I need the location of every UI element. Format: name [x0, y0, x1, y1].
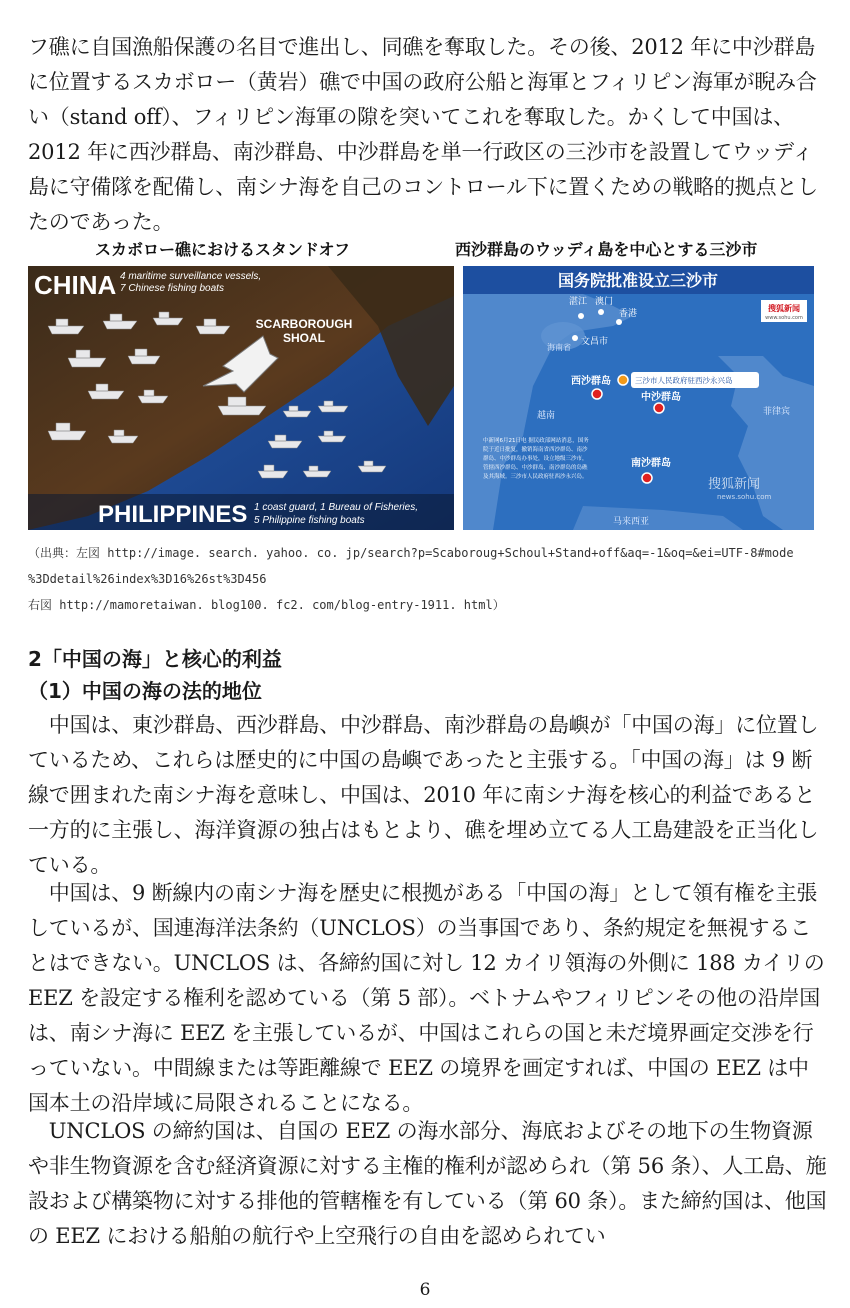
- section-heading: 2「中国の海」と核心的利益: [28, 647, 282, 671]
- news-text-block: [483, 436, 589, 480]
- city-marker: [572, 335, 578, 341]
- zhongsha-label: 中沙群岛: [641, 392, 681, 403]
- svg-text:及其海域。三沙市人民政府驻西沙永兴岛。: 及其海域。三沙市人民政府驻西沙永兴岛。: [483, 474, 588, 480]
- scarborough-standoff-graphic: [28, 266, 454, 530]
- place-hainan: 海南省: [547, 343, 571, 352]
- page-number: 6: [419, 1280, 431, 1300]
- sansha-map-graphic: [463, 266, 814, 530]
- sansha-city-map-image: [463, 266, 814, 530]
- svg-text:管辖西沙群岛、中沙群岛、南沙群岛的岛礁: 管辖西沙群岛、中沙群岛、南沙群岛的岛礁: [483, 465, 588, 471]
- intro-paragraph: フ礁に自国漁船保護の名目で進出し、同礁を奪取した。その後、2012 年に中沙群島に位置するスカボロー（黄岩）礁で中国の政府公船と海軍とフィリピン海軍が睨み合い（stand off）、フィリピン海軍の隙を突いてこれを奪取した。かくして中国は、2012 年に西沙群島、南沙群島、中沙群島を単一行政区の三沙市を設置してウッディ島に守備隊を配備し、南シナ海を自己のコントロール下に置くための戦略的拠点としたのであった。: [28, 35, 818, 234]
- philippines-label: PHILIPPINES: [98, 501, 248, 528]
- china-note-1: 4 maritime surveillance vessels,: [120, 271, 262, 282]
- sohu-badge-url: www.sohu.com: [765, 315, 803, 321]
- figure-right-caption: 西沙群島のウッディ島を中心とする三沙市: [455, 240, 758, 259]
- philippines-note-2: 5 Philippine fishing boats: [254, 515, 365, 526]
- china-label: CHINA: [34, 270, 117, 300]
- body-paragraph-2: 中国は、9 断線内の南シナ海を歴史に根拠がある「中国の海」として領有権を主張しているが、国連海洋法条約（UNCLOS）の当事国であり、条約規定を無視することはできない。UNCLOS は、各締約国に対し 12 カイリ領海の外側に 188 カイリの EEZ を設定する権利を認めている（第 5 部）。ベトナムやフィリピンその他の沿岸国は、南シナ海に EEZ を主張しているが、中国はこれらの国と未だ境界画定交渉を行っていない。中間線または等距離線で EEZ の境界を画定すれば、中国の EEZ は中国本土の沿岸域に局限されることになる。: [28, 881, 825, 1115]
- city-marker: [578, 313, 584, 319]
- svg-text:中新网6月21日电 据民政部网站消息，国务: 中新网6月21日电 据民政部网站消息，国务: [483, 438, 589, 444]
- body-paragraph-3: UNCLOS の締約国は、自国の EEZ の海水部分、海底およびその地下の生物資源や非生物資源を含む経済資源に対する主権的権利が認められ（第 56 条）、人工島、施設および構築物に対する排他的管轄権を有している（第 60 条）。また締約国は、他国の EEZ における船舶の航行や上空飛行の自由を認められてい: [28, 1119, 827, 1248]
- city-label-zhanjiang: 湛江: [569, 297, 588, 307]
- city-label-wenchang: 文昌市: [581, 337, 609, 347]
- nansha-marker: [642, 473, 652, 483]
- sansha-callout: 三沙市人民政府驻西沙永兴岛: [635, 376, 733, 385]
- china-note-2: 7 Chinese fishing boats: [120, 283, 224, 294]
- city-label-macau: 澳门: [595, 297, 614, 307]
- place-vietnam: 越南: [537, 411, 556, 421]
- subsection-heading: （1）中国の海の法的地位: [28, 679, 262, 703]
- philippines-note-1: 1 coast guard, 1 Bureau of Fisheries,: [254, 502, 418, 513]
- shoal-label-2: SHOAL: [283, 331, 325, 345]
- watermark-text: 搜狐新闻: [708, 477, 761, 492]
- city-marker: [616, 319, 622, 325]
- city-label-hongkong: 香港: [619, 309, 638, 319]
- scarborough-standoff-image: [28, 266, 454, 530]
- body-paragraph-1: 中国は、東沙群島、西沙群島、中沙群島、南沙群島の島嶼が「中国の海」に位置しているため、これらは歴史的に中国の島嶼であったと主張する。「中国の海」は 9 断線で囲まれた南シナ海を意味し、中国は、2010 年に南シナ海を核心的利益であると一方的に主張し、海洋資源の独占はもとより、礁を埋め立てる人工島建設を正当化している。: [28, 713, 819, 877]
- figure-left-caption: スカボロー礁におけるスタンドオフ: [95, 240, 351, 259]
- zhongsha-marker: [654, 403, 664, 413]
- place-malaysia: 马来西亚: [613, 517, 650, 527]
- sansha-city-marker: [618, 375, 628, 385]
- sohu-badge-text: 搜狐新闻: [768, 304, 800, 313]
- svg-text:院于近日批复，撤销海南省西沙群岛、南沙: 院于近日批复，撤销海南省西沙群岛、南沙: [483, 447, 588, 453]
- source-line-2: %3Ddetail%26index%3D16%26st%3D456: [28, 572, 267, 586]
- shoal-label-1: SCARBOROUGH: [255, 317, 353, 331]
- map-banner: 国务院批准设立三沙市: [557, 271, 719, 290]
- source-line-3: 右図 http://mamoretaiwan. blog100. fc2. com/blog-entry-1911. html）: [28, 598, 505, 612]
- city-marker: [598, 309, 604, 315]
- watermark-url: news.sohu.com: [717, 493, 772, 501]
- xisha-label: 西沙群岛: [571, 376, 611, 387]
- nansha-label: 南沙群岛: [631, 458, 671, 469]
- xisha-marker: [592, 389, 602, 399]
- place-philippines: 菲律宾: [763, 407, 791, 417]
- svg-text:群岛、中沙群岛办事处，设立地级三沙市，: 群岛、中沙群岛办事处，设立地级三沙市，: [483, 456, 588, 462]
- source-line-1: （出典：左図 http://image. search. yahoo. co. jp/search?p=Scaboroug+Schoul+Stand+off&aq=-1&oq=&ei=UTF-8#mode: [28, 546, 794, 560]
